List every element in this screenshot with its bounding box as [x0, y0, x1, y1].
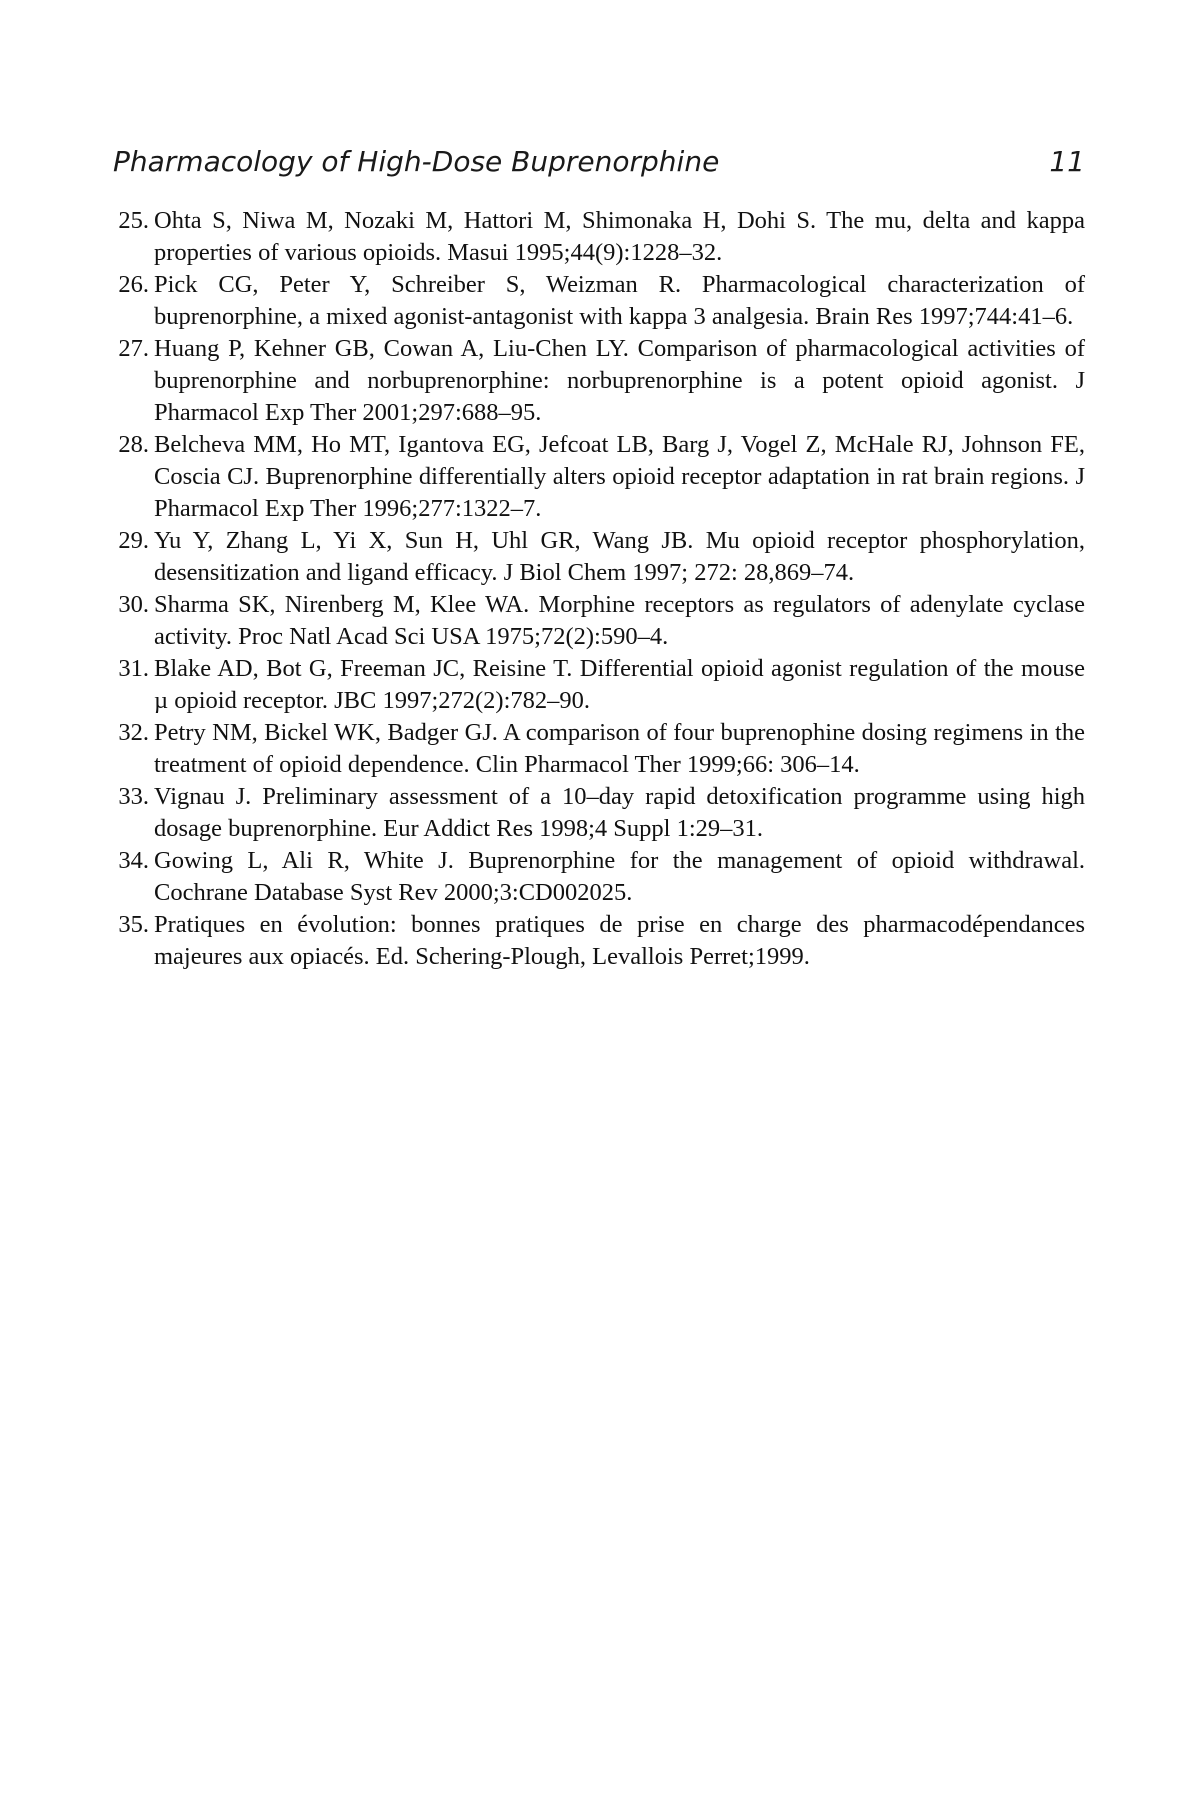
- reference-item: [103, 653, 1085, 717]
- reference-item: [103, 909, 1085, 973]
- reference-number: 31.: [118, 655, 149, 682]
- reference-number: 34.: [118, 847, 149, 874]
- reference-number: 29.: [118, 527, 149, 554]
- running-header: [113, 142, 1085, 182]
- reference-number: 27.: [118, 335, 149, 362]
- reference-text: Petry NM, Bickel WK, Badger GJ. A comparison of four buprenophine dosing regimens in the treatment of opioid dependence. Clin Pharmacol Ther 1999;66: 306–14.: [154, 719, 1085, 778]
- reference-text: Huang P, Kehner GB, Cowan A, Liu-Chen LY. Comparison of pharmacological activities of buprenorphine and norbuprenorphine: norbuprenorphine is a potent opioid agonist. J Pharmacol Exp Ther 2001;297:688–95.: [154, 335, 1085, 426]
- reference-number: 33.: [118, 783, 149, 810]
- reference-text: Vignau J. Preliminary assessment of a 10–day rapid detoxification programme using high dosage buprenorphine. Eur Addict Res 1998;4 Suppl 1:29–31.: [154, 783, 1085, 842]
- reference-text: Pick CG, Peter Y, Schreiber S, Weizman R. Pharmacological characterization of buprenorphine, a mixed agonist-antagonist with kappa 3 analgesia. Brain Res 1997;744:41–6.: [154, 271, 1085, 330]
- reference-number: 25.: [118, 207, 149, 234]
- reference-item: [103, 845, 1085, 909]
- reference-item: [103, 269, 1085, 333]
- reference-text: Gowing L, Ali R, White J. Buprenorphine for the management of opioid withdrawal. Cochrane Database Syst Rev 2000;3:CD002025.: [154, 847, 1085, 906]
- reference-text: Yu Y, Zhang L, Yi X, Sun H, Uhl GR, Wang JB. Mu opioid receptor phosphorylation, desensitization and ligand efficacy. J Biol Chem 1997; 272: 28,869–74.: [154, 527, 1085, 586]
- reference-list: [103, 205, 1085, 973]
- reference-item: [103, 429, 1085, 525]
- reference-number: 32.: [118, 719, 149, 746]
- running-title: Pharmacology of High-Dose Buprenorphine: [113, 145, 720, 178]
- reference-text: Belcheva MM, Ho MT, Igantova EG, Jefcoat LB, Barg J, Vogel Z, McHale RJ, Johnson FE, Coscia CJ. Buprenorphine differentially alters opioid receptor adaptation in rat brain regions. J Pharmacol Exp Ther 1996;277:1322–7.: [154, 431, 1085, 522]
- reference-item: [103, 717, 1085, 781]
- reference-number: 35.: [118, 911, 149, 938]
- reference-item: [103, 781, 1085, 845]
- reference-item: [103, 525, 1085, 589]
- reference-item: [103, 205, 1085, 269]
- reference-text: Pratiques en évolution: bonnes pratiques de prise en charge des pharmacodépendances majeures aux opiacés. Ed. Schering-Plough, Levallois Perret;1999.: [154, 911, 1085, 970]
- reference-number: 26.: [118, 271, 149, 298]
- reference-number: 30.: [118, 591, 149, 618]
- page-number: 11: [1049, 145, 1085, 178]
- reference-number: 28.: [118, 431, 149, 458]
- reference-text: Ohta S, Niwa M, Nozaki M, Hattori M, Shimonaka H, Dohi S. The mu, delta and kappa properties of various opioids. Masui 1995;44(9):1228–32.: [154, 207, 1085, 266]
- reference-text: Sharma SK, Nirenberg M, Klee WA. Morphine receptors as regulators of adenylate cyclase activity. Proc Natl Acad Sci USA 1975;72(2):590–4.: [154, 591, 1085, 650]
- reference-text: Blake AD, Bot G, Freeman JC, Reisine T. Differential opioid agonist regulation of the mouse µ opioid receptor. JBC 1997;272(2):782–90.: [154, 655, 1085, 714]
- reference-item: [103, 589, 1085, 653]
- reference-item: [103, 333, 1085, 429]
